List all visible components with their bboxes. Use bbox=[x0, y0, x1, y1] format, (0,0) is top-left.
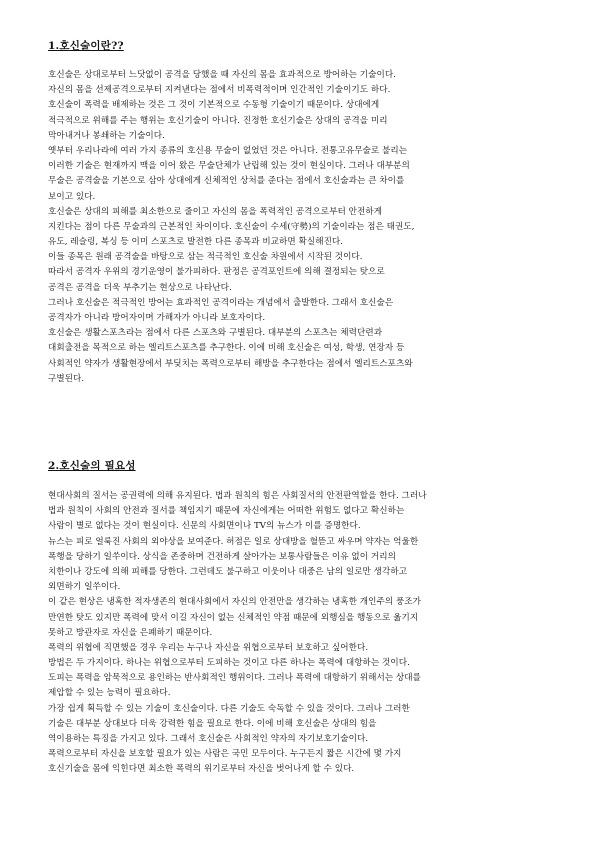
text-line: 역이용하는 특징을 가지고 있다. 그래서 호신술은 사회적인 약자의 자기보호기술이다. bbox=[48, 734, 369, 744]
text-line: 못하고 방관자로 자신을 은폐하기 때문이다. bbox=[48, 627, 213, 638]
text-line: 이 같은 현상은 냉혹한 적자생존의 현대사회에서 자신의 안전만을 생각하는 냉혹한 개인주의 풍조가 bbox=[48, 597, 422, 608]
text-line: 가장 쉽게 획득할 수 있는 기술이 호신술이다. 다른 기술도 숙독할 수 있을 것이다. 그러나 그러한 bbox=[48, 703, 410, 714]
text-line: 치한이나 강도에 의해 피해를 당한다. 그런데도 불구하고 이웃이나 대중은 남의 일로만 생각하고 bbox=[48, 566, 408, 577]
text-line: 사회적인 약자가 생활현장에서 부딪치는 폭력으로부터 해방을 추구한다는 점에서 엘리트스포츠와 bbox=[48, 358, 413, 369]
section-2-body bbox=[48, 489, 553, 778]
text-line: 외면하기 일쑤이다. bbox=[48, 582, 121, 593]
text-line: 만연한 탓도 있지만 폭력에 맞서 이길 자신이 없는 신체적인 약점 때문에 외행심을 행동으로 옮기지 bbox=[48, 612, 419, 623]
section-1-body bbox=[48, 68, 553, 387]
text-line: 호신기술을 몸에 익힌다면 최소한 폭력의 위기로부터 자신을 벗어나게 할 수 있다. bbox=[48, 764, 355, 775]
text-line: 법과 원칙이 사회의 안전과 질서를 책임지기 때문에 자신에게는 어떠한 위험도 없다고 확신하는 bbox=[48, 506, 405, 517]
text-line: 호신술은 상대의 피해를 최소한으로 줄이고 자신의 몸을 폭력적인 공격으로부터 안전하게 bbox=[48, 206, 383, 217]
text-line: 기술은 대부분 상대보다 더욱 강력한 힘을 필요로 한다. 이에 비해 호신술은 상대의 힘을 bbox=[48, 718, 377, 729]
text-line: 현대사회의 질서는 공권력에 의해 유지된다. 법과 원칙의 힘은 사회질서의 안전판역할을 한다. 그러나 bbox=[48, 491, 427, 501]
text-line: 옛부터 우리나라에 여러 가지 종류의 호신용 무술이 없었던 것은 아니다. 전통고유무술로 불리는 bbox=[48, 145, 408, 156]
text-line: 호신술이 폭력을 배제하는 것은 그 것이 기본적으로 수동형 기술이기 때문이다. 상대에게 bbox=[48, 100, 380, 111]
text-line: 이러한 기술은 현재까지 맥을 이어 왔은 무술단체가 난립해 있는 것이 현실이다. 그러나 대부분의 bbox=[48, 161, 410, 172]
text-line: 뉴스는 피로 얼룩진 사회의 외야상을 보여준다. 허점은 일로 상대방을 혈뜯고 싸우며 약자는 억울한 bbox=[48, 536, 419, 547]
text-line: 호신술은 생활스포츠라는 점에서 다른 스포츠와 구별된다. 대부분의 스포츠는 체력단련과 bbox=[48, 328, 383, 339]
section-2-heading: 2.호신술의 필요성 bbox=[48, 460, 136, 472]
text-line: 따라서 공격자 우위의 경기운영이 불가피하다. 판정은 공격포인트에 의해 결정되는 탓으로 bbox=[48, 267, 385, 278]
text-line: 구별된다. bbox=[48, 373, 85, 384]
text-line: 방법은 두 가지이다. 하나는 위협으로부터 도피하는 것이고 다른 하나는 폭력에 대항하는 것이다. bbox=[48, 658, 410, 669]
text-line: 폭행을 당하기 일쑤이다. 상식을 존중하며 건전하게 살아가는 보통사람들은 이유 없이 거리의 bbox=[48, 551, 396, 562]
text-line: 폭력의 위협에 직면했을 경우 우리는 누구나 자신을 위협으로부터 보호하고 싶어한다. bbox=[48, 642, 369, 653]
section-1-heading: 1.호신술이란?? bbox=[48, 40, 124, 52]
text-line: 도피는 폭력을 암묵적으로 용인하는 반사회적인 행위이다. 그러나 폭력에 대항하기 위해서는 상대를 bbox=[48, 673, 422, 684]
text-line: 보이고 있다. bbox=[48, 191, 96, 202]
text-line: 호신술은 상대로부터 느닷없이 공격을 당했을 때 자신의 몸을 효과적으로 방어하는 기술이다. bbox=[48, 70, 396, 80]
text-line: 유도, 레슬링, 복싱 등 이미 스포츠로 발전한 다른 종목과 비교하면 확실해진다. bbox=[48, 237, 344, 248]
text-line: 적극적으로 위해를 주는 행위는 호신기술이 아니다. 진정한 호신기술은 상대의 공격을 미리 bbox=[48, 115, 388, 126]
text-line: 무술은 공격술을 기본으로 삼아 상대에게 신체적인 상처를 준다는 점에서 호신술과는 큰 차이를 bbox=[48, 176, 405, 187]
text-line: 폭력으로부터 자신을 보호할 필요가 있는 사람은 국민 모두이다. 누구든지 짧은 시간에 몇 가지 bbox=[48, 749, 402, 760]
text-line: 이들 종목은 원래 공격술을 바탕으로 삼는 적극적인 호신술 차원에서 시작된 것이다. bbox=[48, 252, 363, 263]
text-line: 사람이 별로 없다는 것이 현실이다. 신문의 사회면이나 TV의 뉴스가 이를 증명한다. bbox=[48, 521, 361, 532]
text-line: 막아내거나 봉쇄하는 기술이다. bbox=[48, 130, 165, 141]
text-line: 공격자가 아니라 방어자이며 가해자가 아니라 보호자이다. bbox=[48, 313, 266, 323]
text-line: 공격은 공격을 더욱 부추기는 현상으로 나타난다. bbox=[48, 282, 232, 293]
text-line: 그러나 호신술은 적극적인 방어는 효과적인 공격이라는 개념에서 출발한다. 그래서 호신술은 bbox=[48, 297, 394, 308]
text-line: 제압할 수 있는 능력이 필요하다. bbox=[48, 688, 171, 699]
text-line: 지킨다는 점이 다른 무술과의 근본적인 차이이다. 호신술이 수세(守勢)의 기술이라는 점은 태권도, bbox=[48, 221, 415, 232]
text-line: 자신의 몸을 선제공격으로부터 지켜낸다는 점에서 비폭력적이며 인간적인 기술이기도 하다. bbox=[48, 85, 391, 96]
text-line: 대회출전을 목적으로 하는 엘리트스포츠를 추구한다. 이에 비해 호신술은 여성, 학생, 연장자 등 bbox=[48, 343, 405, 354]
